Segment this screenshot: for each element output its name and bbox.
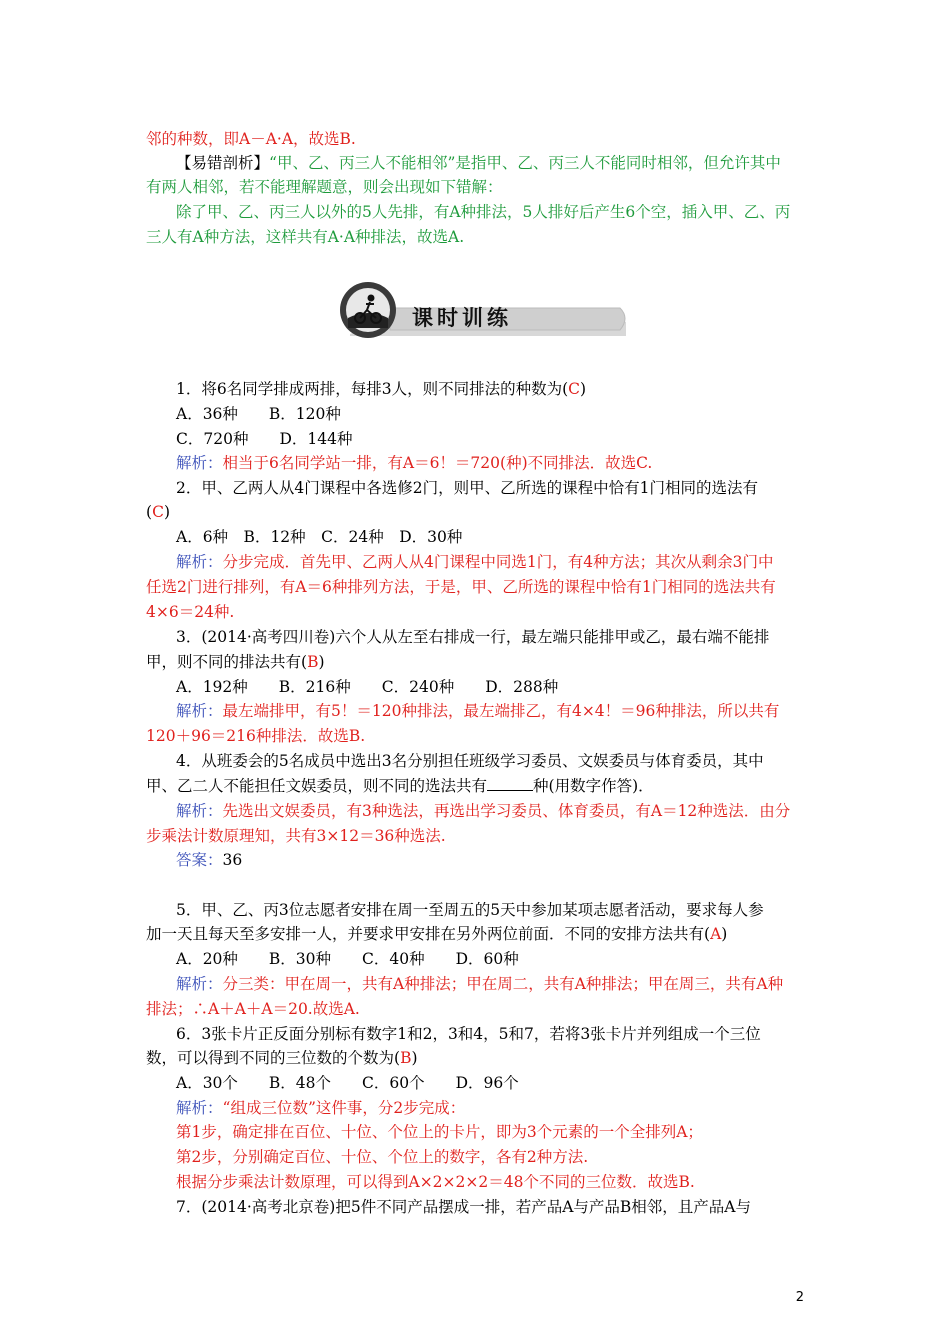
options: A．192种 B．216种 C．240种 D．288种 [176,678,559,696]
stem-text: 甲、乙二人不能担任文娱委员，则不同的选法共有 [146,777,488,795]
text-line: 除了甲、乙、丙三人以外的5人先排，有A种排法，5人排好后产生6个空，插入甲、乙、丙 [176,203,791,221]
question-stem-cont [146,775,654,797]
solution-text: 分步完成．首先甲、乙两人从4门课程中同选1门，有4种方法；其次从剩余3门中 [222,553,774,571]
question-stem: 3．(2014·高考四川卷)六个人从左至右排成一行，最左端只能排甲或乙，最右端不能排 [176,628,770,646]
stem-text: 甲，则不同的排法共有( [146,653,308,671]
answer-blank [487,776,533,791]
solution-text: 最左端排甲，有5！＝120种排法，最左端排乙，有4×4！＝96种排法，所以共有 [222,702,780,720]
solution-label: 解析： [176,553,223,571]
answer [176,849,242,871]
solution-label: 解析： [176,802,223,820]
solution-text: 分三类：甲在周一，共有A种排法；甲在周二，共有A种排法；甲在周三，共有A种 [222,975,784,993]
stem-text: 种(用数字作答)． [533,777,654,795]
question-stem: 6．3张卡片正反面分别标有数字1和2，3和4，5和7，若将3张卡片并列组成一个三位 [176,1025,761,1043]
options: A．6种 B．12种 C．24种 D．30种 [176,528,463,546]
error-analysis-text: “甲、乙、丙三人不能相邻”是指甲、乙、丙三人不能同时相邻，但允许其中 [269,154,781,172]
question-stem-cont [146,923,727,945]
page-number: 2 [795,1290,804,1305]
solution [176,800,790,822]
paren: ) [580,380,587,398]
solution-text: 步乘法计数原理知，共有3×12＝36种选法. [146,827,446,845]
solution-text: 相当于6名同学站一排，有A＝6！＝720(种)不同排法．故选C. [222,454,653,472]
solution-text: 根据分步乘法计数原理，可以得到A×2×2×2＝48个不同的三位数．故选B. [176,1173,695,1191]
options: C．720种 D．144种 [176,430,353,448]
answer-letter: C [152,503,164,521]
section-title: 课时训练 [412,305,512,330]
paren: ) [721,925,728,943]
solution-text: 任选2门进行排列，有A＝6种排列方法，于是，甲、乙所选的课程中恰有1门相同的选法共有 [146,578,776,596]
options: A．30个 B．48个 C．60个 D．96个 [176,1074,519,1092]
text-line: 三人有A种方法，这样共有A·A种排法，故选A. [146,228,465,246]
question-stem: 4．从班委会的5名成员中选出3名分别担任班级学习委员、文娱委员与体育委员，其中 [176,752,764,770]
solution [176,452,652,474]
answer-letter: C [568,380,581,398]
solution-label: 解析： [176,975,223,993]
question-stem: 2．甲、乙两人从4门课程中各选修2门，则甲、乙所选的课程中恰有1门相同的选法有 [176,479,758,497]
answer-letter: A [710,925,722,943]
paren: ( [146,503,153,521]
question-stem [176,378,586,400]
answer-value: 36 [222,851,243,869]
question-stem-cont [146,1047,418,1069]
stem-text: 加一天且每天至多安排一人，并要求甲安排在另外两位前面．不同的安排方法共有( [146,925,711,943]
solution-label: 解析： [176,1099,223,1117]
answer-letter: B [307,653,319,671]
error-analysis-tag: 【易错剖析】 [176,154,270,172]
solution [176,700,779,722]
options: A．20种 B．30种 C．40种 D．60种 [176,950,519,968]
solution-text: 4×6＝24种. [146,603,235,621]
question-stem-cont [146,501,170,523]
solution-text: 第2步，分别确定百位、十位、个位上的数字，各有2种方法. [176,1148,589,1166]
solution [176,551,773,573]
solution-label: 解析： [176,702,223,720]
solution [176,1097,465,1119]
answer-label: 答案： [176,851,223,869]
text-line: 邻的种数，即A－A·A，故选B. [146,130,356,148]
text-line [176,152,781,174]
answer-letter: B [400,1049,412,1067]
question-stem-cont [146,651,325,673]
paren: ) [318,653,325,671]
solution-text: 120＋96＝216种排法．故选B. [146,727,366,745]
paren: ) [163,503,170,521]
text-line: 有两人相邻，若不能理解题意，则会出现如下错解： [146,178,503,196]
stem-text: 1．将6名同学排成两排，每排3人，则不同排法的种数为( [176,380,569,398]
question-stem: 7．(2014·高考北京卷)把5件不同产品摆成一排，若产品A与产品B相邻，且产品A与 [176,1198,751,1216]
solution-text: 排法；∴A＋A＋A＝20.故选A. [146,1000,360,1018]
question-stem: 5．甲、乙、丙3位志愿者安排在周一至周五的5天中参加某项志愿者活动，要求每人参 [176,901,764,919]
stem-text: 数，可以得到不同的三位数的个数为( [146,1049,401,1067]
solution-text: “组成三位数”这件事，分2步完成： [222,1099,466,1117]
solution-text: 第1步，确定排在百位、十位、个位上的卡片，即为3个元素的一个全排列A； [176,1123,703,1141]
solution-text: 先选出文娱委员，有3种选法，再选出学习委员、体育委员，有A＝12种选法．由分 [222,802,791,820]
paren: ) [411,1049,418,1067]
solution-label: 解析： [176,454,223,472]
solution [176,973,783,995]
options: A．36种 B．120种 [176,405,341,423]
